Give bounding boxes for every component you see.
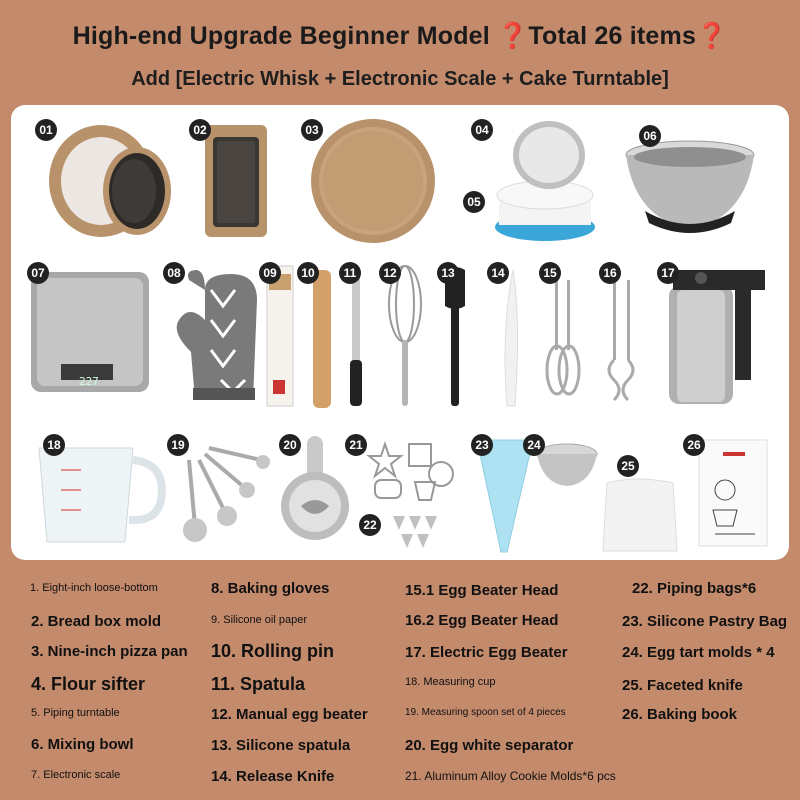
badge-26: 26 [683,434,705,456]
badge-10: 10 [297,262,319,284]
list-item: 10. Rolling pin [211,641,335,661]
faceted-knife-image [597,455,687,555]
loose-bottom-cake-pan-image [39,115,189,245]
list-item: 3. Nine-inch pizza pan [31,643,188,660]
badge-12: 12 [379,262,401,284]
electronic-scale-image [25,260,155,400]
badge-02: 02 [189,119,211,141]
badge-09: 09 [259,262,281,284]
list-item: 23. Silicone Pastry Bag [622,613,788,630]
list-item: 5. Piping turntable [31,707,120,719]
badge-04: 04 [471,119,493,141]
list-item: 4. Flour sifter [31,674,146,694]
bread-box-mold-image [189,115,279,245]
baking-book-image [685,430,775,550]
scale-display-readout: 227 [79,375,99,388]
list-item: 24. Egg tart molds * 4 [622,644,775,661]
badge-01: 01 [35,119,57,141]
list-item: 22. Piping bags*6 [632,580,757,597]
egg-beater-head-2-image [597,260,647,410]
silicone-spatula-image [435,260,475,410]
badge-17: 17 [657,262,679,284]
list-item: 12. Manual egg beater [211,706,368,723]
page-subtitle: Add [Electric Whisk + Electronic Scale + Cake Turntable] [131,68,669,90]
list-item: 6. Mixing bowl [31,736,134,753]
badge-25: 25 [617,455,639,477]
measuring-cup-image [21,430,171,550]
rolling-pin-image [301,260,341,410]
list-item: 13. Silicone spatula [211,737,351,754]
egg-beater-head-1-image [537,260,587,410]
list-item: 26. Baking book [622,706,738,723]
product-image-panel [11,105,789,560]
list-item: 19. Measuring spoon set of 4 pieces [405,707,566,718]
release-knife-image [487,260,527,410]
badge-07: 07 [27,262,49,284]
spatula-image [341,260,371,410]
list-item: 17. Electric Egg Beater [405,644,568,661]
badge-19: 19 [167,434,189,456]
list-item: 11. Spatula [211,674,306,694]
cookie-molds-piping-tips-image [345,430,465,555]
baking-glove-image [161,260,271,410]
list-item: 16.2 Egg Beater Head [405,612,559,629]
egg-tart-molds-image [521,430,601,510]
badge-13: 13 [437,262,459,284]
badge-08: 08 [163,262,185,284]
list-item: 8. Baking gloves [211,580,330,597]
badge-06: 06 [639,125,661,147]
list-item: 25. Faceted knife [622,677,743,694]
list-item: 9. Silicone oil paper [211,614,308,626]
silicone-oil-paper-image [259,260,299,410]
pizza-pan-image [299,115,449,250]
badge-21: 21 [345,434,367,456]
list-item: 2. Bread box mold [31,613,162,630]
list-item: 1. Eight-inch loose-bottom [30,582,158,594]
item-list [0,570,800,800]
badge-14: 14 [487,262,509,284]
badge-22: 22 [359,514,381,536]
list-item: 7. Electronic scale [31,769,121,781]
list-item: 20. Egg white separator [405,737,574,754]
badge-15: 15 [539,262,561,284]
badge-11: 11 [339,262,361,284]
mixing-bowl-image [615,119,765,244]
badge-03: 03 [301,119,323,141]
flour-sifter-turntable-image [463,115,603,250]
measuring-spoons-image [165,430,275,555]
manual-egg-beater-image [379,260,429,410]
badge-24: 24 [523,434,545,456]
badge-16: 16 [599,262,621,284]
page-title: High-end Upgrade Beginner Model ❓Total 26 items❓ [72,22,728,50]
badge-20: 20 [279,434,301,456]
badge-18: 18 [43,434,65,456]
badge-05: 05 [463,191,485,213]
list-item: 15.1 Egg Beater Head [405,582,559,599]
list-item: 21. Aluminum Alloy Cookie Molds*6 pcs [405,769,616,783]
list-item: 14. Release Knife [211,768,335,785]
electric-egg-beater-image [655,260,775,410]
list-item: 18. Measuring cup [405,676,496,688]
badge-23: 23 [471,434,493,456]
